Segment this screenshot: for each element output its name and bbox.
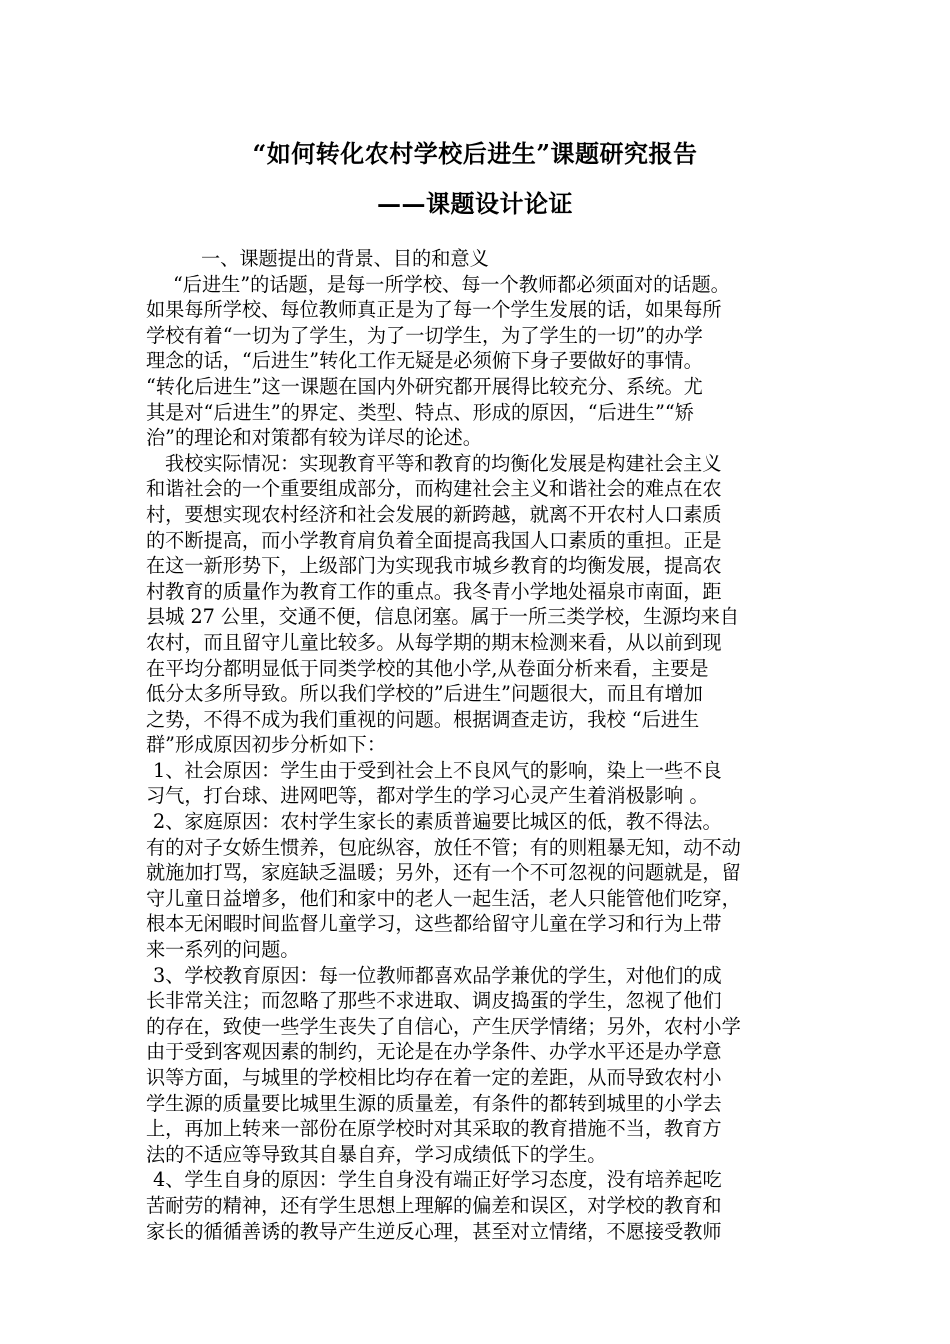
- text-line: 苦耐劳的精神，还有学生思想上理解的偏差和误区，对学校的教育和: [146, 1193, 722, 1217]
- text-line: “转化后进生”这一课题在国内外研究都开展得比较充分、系统。尤: [146, 374, 703, 398]
- text-line: “后进生”的话题，是每一所学校、每一个教师都必须面对的话题。: [173, 272, 730, 296]
- text-line: 来一系列的问题。: [146, 938, 300, 962]
- text-line: 其是对“后进生”的界定、类型、特点、形成的原因，“后进生”“矫: [146, 400, 694, 424]
- text-line: 家长的循循善诱的教导产生逆反心理，甚至对立情绪，不愿接受教师: [146, 1219, 722, 1243]
- text-line: 理念的话，“后进生”转化工作无疑是必须俯下身子要做好的事情。: [146, 349, 703, 373]
- text-line: 的存在，致使一些学生丧失了自信心，产生厌学情绪；另外，农村小学: [146, 1014, 741, 1038]
- text-line: 村，要想实现农村经济和社会发展的新跨越，就离不开农村人口素质: [146, 502, 722, 526]
- document-body: [146, 246, 822, 1244]
- document-title: “如何转化农村学校后进生”课题研究报告: [252, 139, 698, 168]
- text-line: 由于受到客观因素的制约，无论是在办学条件、办学水平还是办学意: [146, 1040, 722, 1064]
- text-line: 识等方面，与城里的学校相比均存在着一定的差距，从而导致农村小: [146, 1066, 722, 1089]
- section-heading: 一、课题提出的背景、目的和意义: [201, 247, 489, 270]
- text-line: 低分太多所导致。所以我们学校的”后进生”问题很大，而且有增加: [146, 682, 703, 706]
- document-subtitle: ——课题设计论证: [377, 189, 573, 218]
- text-line: 之势，不得不成为我们重视的问题。根据调查走访，我校 “后进生: [146, 707, 700, 731]
- text-line: 长非常关注；而忽略了那些不求进取、调皮捣蛋的学生，忽视了他们: [146, 989, 722, 1013]
- text-line: 学校有着“一切为了学生，为了一切学生，为了学生的一切”的办学: [146, 323, 703, 347]
- text-line: 上，再加上转来一部份在原学校时对其采取的教育措施不当，教育方: [146, 1117, 722, 1141]
- text-line: 习气，打台球、进网吧等，都对学生的学习心灵产生着消极影响 。: [146, 784, 709, 808]
- text-line: 3、学校教育原因：每一位教师都喜欢品学兼优的学生，对他们的成: [153, 963, 722, 987]
- text-line: 法的不适应等导致其自暴自弃，学习成绩低下的学生。: [146, 1142, 607, 1166]
- text-line: 和谐社会的一个重要组成部分，而构建社会主义和谐社会的难点在农: [146, 477, 722, 501]
- text-line: 守儿童日益增多，他们和家中的老人一起生活，老人只能管他们吃穿，: [146, 886, 741, 910]
- text-line: 在这一新形势下，上级部门为实现我市城乡教育的均衡发展，提高农: [146, 554, 722, 578]
- text-line: 有的对子女娇生惯养，包庇纵容，放任不管；有的则粗暴无知，动不动: [146, 835, 741, 859]
- text-line: 根本无闲暇时间监督儿童学习，这些都给留守儿童在学习和行为上带: [146, 912, 722, 936]
- text-line: 我校实际情况：实现教育平等和教育的均衡化发展是构建社会主义: [165, 451, 722, 475]
- text-line: 群”形成原因初步分析如下：: [146, 733, 387, 757]
- text-line: 村教育的质量作为教育工作的重点。我冬青小学地处福泉市南面，距: [146, 579, 722, 603]
- text-line: 4、学生自身的原因：学生自身没有端正好学习态度，没有培养起吃: [153, 1168, 722, 1192]
- text-line: 治”的理论和对策都有较为详尽的论述。: [146, 426, 482, 450]
- text-line: 如果每所学校、每位教师真正是为了每一个学生发展的话，如果每所: [146, 298, 722, 322]
- text-line: 在平均分都明显低于同类学校的其他小学,从卷面分析来看，主要是: [146, 656, 709, 680]
- text-line: 农村，而且留守儿童比较多。从每学期的期末检测来看，从以前到现: [146, 630, 722, 654]
- text-line: 2、家庭原因：农村学生家长的素质普遍要比城区的低，教不得法。: [153, 810, 722, 834]
- text-line: 的不断提高，而小学教育肩负着全面提高我国人口素质的重担。正是: [146, 528, 722, 552]
- text-line: 1、社会原因：学生由于受到社会上不良风气的影响，染上一些不良: [153, 758, 722, 782]
- text-line: 县城 27 公里，交通不便，信息闭塞。属于一所三类学校，生源均来自: [146, 605, 740, 629]
- text-line: 就施加打骂，家庭缺乏温暖；另外，还有一个不可忽视的问题就是，留: [146, 861, 741, 885]
- text-line: 学生源的质量要比城里生源的质量差，有条件的都转到城里的小学去: [146, 1091, 722, 1115]
